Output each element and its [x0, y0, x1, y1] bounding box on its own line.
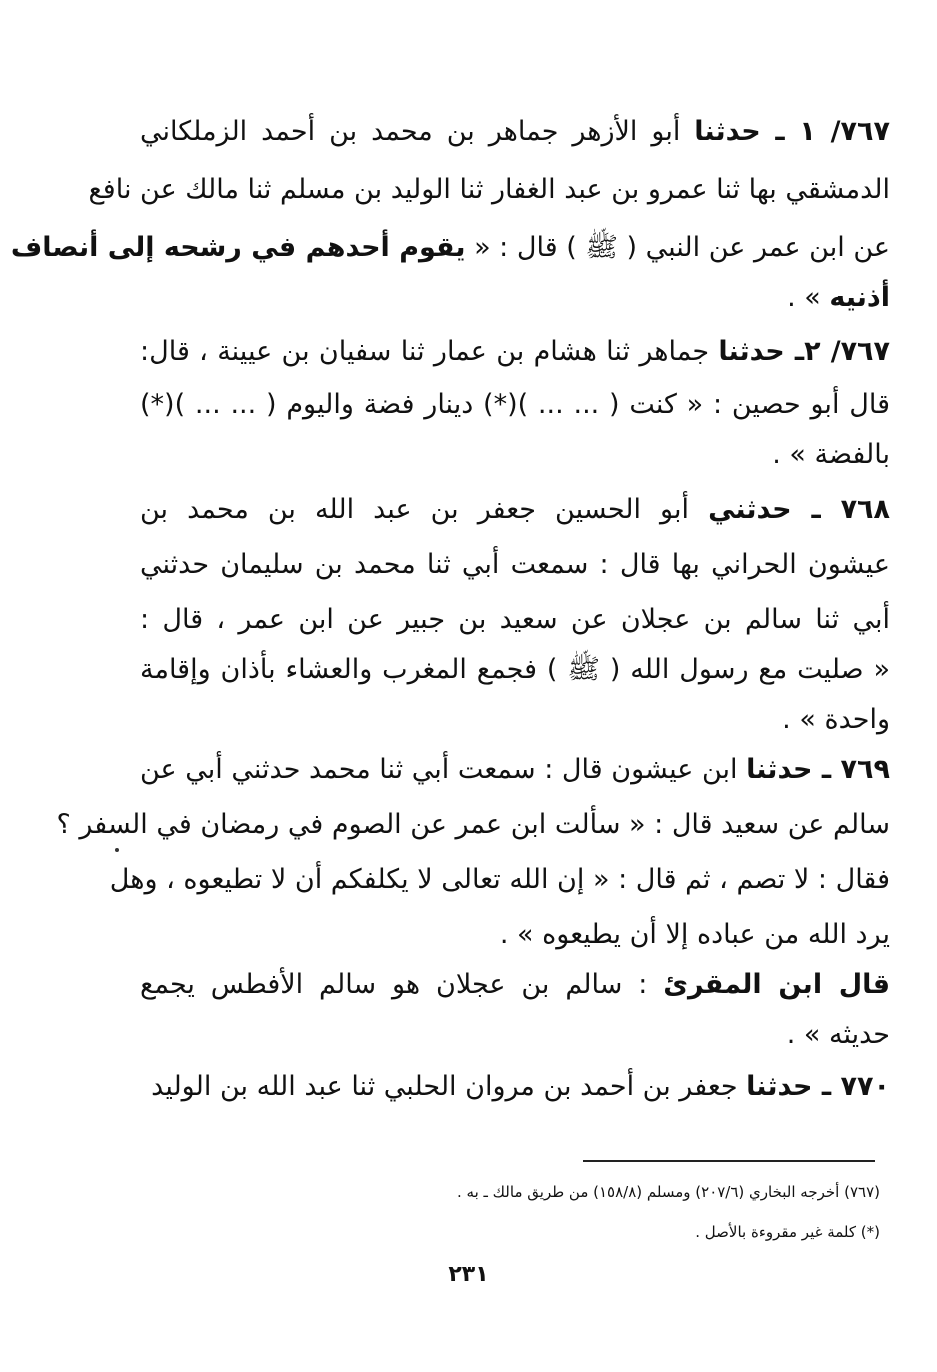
line-text: فقال : لا تصم ، ثم قال : « إن الله تعالى لا يكلفكم أن لا تطيعوه ، وهل	[109, 864, 890, 895]
line-text: أبو الأزهر جماهر بن محمد بن أحمد الزملكاني	[140, 116, 695, 147]
line-text: الدمشقي بها ثنا عمرو بن عبد الغفار ثنا الوليد بن مسلم ثنا مالك عن نافع	[88, 174, 890, 205]
text-line	[140, 268, 890, 328]
footnote-1: (٧٦٧) أخرجه البخاري (٢٠٧/٦) ومسلم (١٥٨/٨) من طريق مالك ـ به .	[456, 1183, 880, 1201]
text-line	[140, 740, 890, 800]
line-text: ابن عيشون قال : سمعت أبي ثنا محمد حدثني أبي عن	[140, 754, 747, 785]
text-line	[140, 425, 890, 485]
text-line	[140, 1057, 890, 1117]
text-line	[140, 1005, 890, 1065]
hadith-matn: يقوم أحدهم في رشحه إلى أنصاف	[10, 232, 466, 263]
line-text: أبو الحسين جعفر بن عبد الله بن محمد بن	[140, 494, 709, 525]
line-text: يرد الله من عباده إلا أن يطيعوه » .	[499, 919, 890, 950]
line-text: » .	[787, 282, 830, 313]
hadith-heading: ٧٦٧/ ١ ـ حدثنا	[694, 116, 890, 147]
line-text: جماهر ثنا هشام بن عمار ثنا سفيان بن عيينة ، قال:	[140, 336, 719, 367]
text-line	[56, 795, 890, 855]
text-line	[140, 322, 890, 382]
margin-mark	[115, 848, 119, 852]
line-text: جعفر بن أحمد بن مروان الحلبي ثنا عبد الله بن الوليد	[151, 1071, 747, 1102]
hadith-heading: قال ابن المقرئ	[663, 969, 891, 1000]
line-text: سالم عن سعيد قال : « سألت ابن عمر عن الصوم في رمضان في السفر ؟	[56, 809, 890, 840]
line-text: أبي ثنا سالم بن عجلان عن سعيد بن جبير عن ابن عمر ، قال :	[140, 604, 890, 635]
line-text: « صليت مع رسول الله ( ﷺ ) فجمع المغرب والعشاء بأذان وإقامة	[140, 654, 890, 685]
text-line	[88, 160, 890, 220]
text-line	[140, 480, 890, 540]
footnote-separator	[583, 1160, 875, 1162]
text-line	[109, 850, 890, 910]
page-number: ٢٣١	[448, 1262, 489, 1287]
text-line	[140, 535, 890, 595]
text-line	[140, 102, 890, 162]
line-text: : سالم بن عجلان هو سالم الأفطس يجمع	[140, 969, 664, 1000]
line-text: بالفضة » .	[772, 439, 890, 470]
line-text: واحدة » .	[782, 704, 890, 735]
footnote-2: (*) كلمة غير مقروءة بالأصل .	[695, 1223, 880, 1241]
hadith-heading: ٧٦٧/ ٢ـ حدثنا	[718, 336, 891, 367]
hadith-heading: ٧٦٩ ـ حدثنا	[746, 754, 890, 785]
line-text: حديثه » .	[786, 1019, 890, 1050]
line-text: عيشون الحراني بها قال : سمعت أبي ثنا محمد بن سليمان حدثني	[140, 549, 890, 580]
hadith-heading: أذنيه	[829, 282, 890, 313]
hadith-heading: ٧٧٠ ـ حدثنا	[746, 1071, 890, 1102]
hadith-heading: ٧٦٨ ـ حدثني	[708, 494, 891, 525]
line-text: عن ابن عمر عن النبي ( ﷺ ) قال : «	[465, 232, 890, 263]
line-text: قال أبو حصين : « كنت ( ... ... )(*) دينار فضة واليوم ( ... ... )(*)	[140, 389, 890, 420]
